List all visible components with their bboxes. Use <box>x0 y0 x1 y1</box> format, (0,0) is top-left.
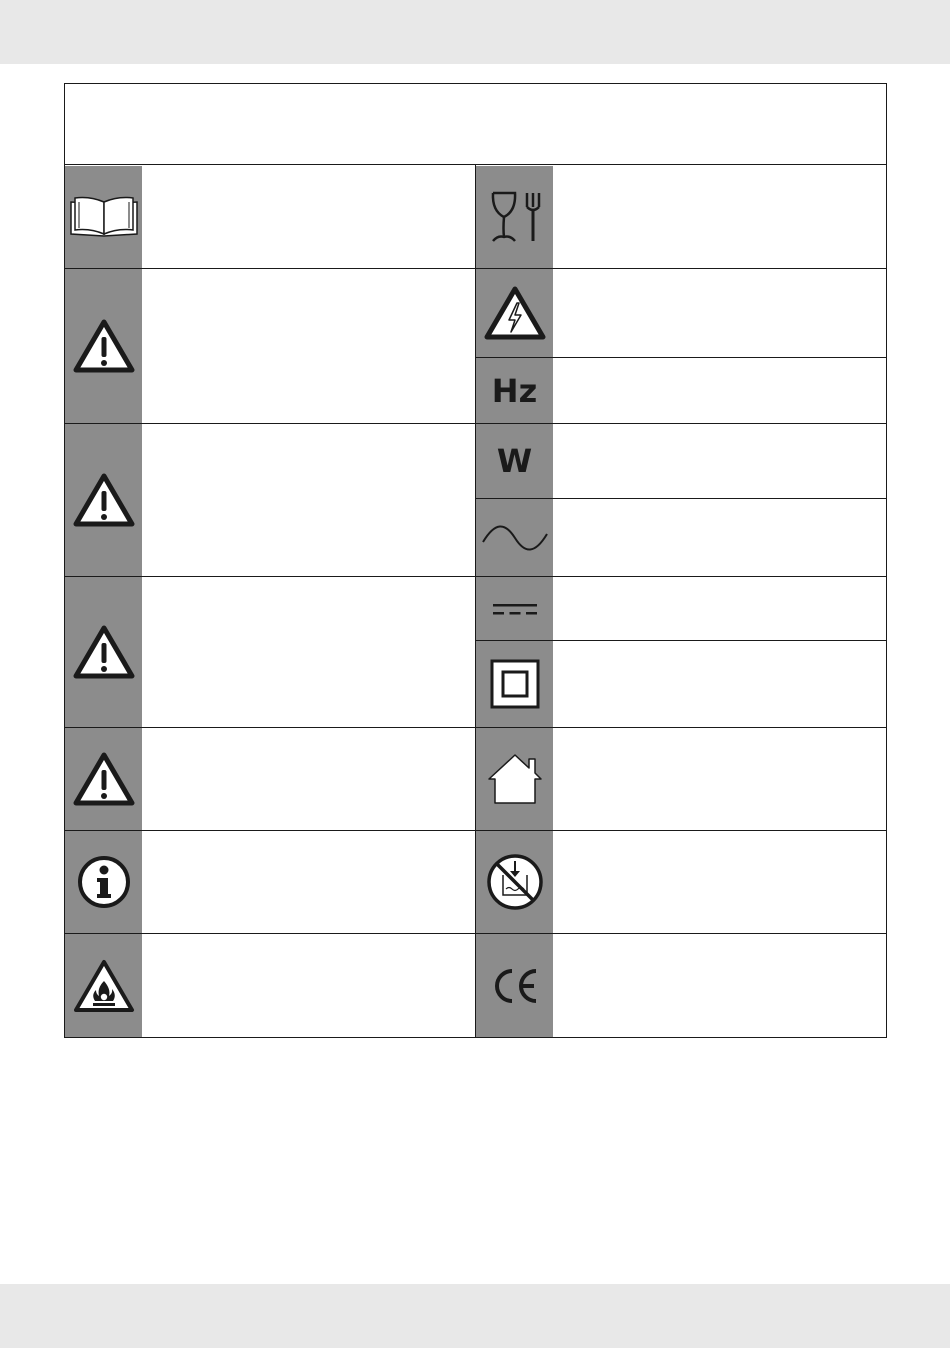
icon-cell-warning-2 <box>65 424 142 576</box>
alternating-current-icon <box>481 524 549 552</box>
top-band <box>0 0 950 64</box>
icon-cell-hertz <box>476 358 553 423</box>
table-header <box>65 84 886 165</box>
ce-mark-icon <box>490 967 540 1005</box>
icon-cell-indoor <box>476 728 553 830</box>
watt-icon: W <box>496 442 533 480</box>
do-not-immerse-icon <box>486 853 544 911</box>
icon-cell-watt <box>476 424 553 498</box>
icon-cell-food-safe <box>476 166 553 268</box>
icon-cell-electric-shock <box>476 269 553 357</box>
protection-class-ii-icon <box>490 659 540 709</box>
icon-cell-manual <box>65 166 142 268</box>
icon-cell-ac <box>476 499 553 576</box>
info-icon <box>77 855 131 909</box>
warning-triangle-icon <box>73 473 135 527</box>
electric-shock-icon <box>484 286 546 340</box>
direct-current-icon <box>491 602 539 616</box>
icon-cell-warning-3 <box>65 577 142 727</box>
hertz-icon: Hz <box>491 371 538 410</box>
icon-cell-no-immerse <box>476 831 553 933</box>
warning-triangle-icon <box>73 752 135 806</box>
icon-cell-warning-4 <box>65 728 142 830</box>
icon-cell-info <box>65 831 142 933</box>
warning-triangle-icon <box>73 625 135 679</box>
icon-cell-dc <box>476 577 553 640</box>
instruction-manual-icon <box>68 194 140 240</box>
indoor-use-icon <box>485 751 545 807</box>
food-safe-icon <box>487 189 543 245</box>
symbols-table <box>64 83 887 1038</box>
icon-cell-warning-1 <box>65 269 142 423</box>
icon-cell-flammable <box>65 934 142 1037</box>
icon-cell-ce <box>476 934 553 1037</box>
bottom-band <box>0 1284 950 1348</box>
warning-triangle-icon <box>73 319 135 373</box>
flammable-icon <box>73 959 135 1013</box>
icon-cell-class-ii <box>476 641 553 727</box>
